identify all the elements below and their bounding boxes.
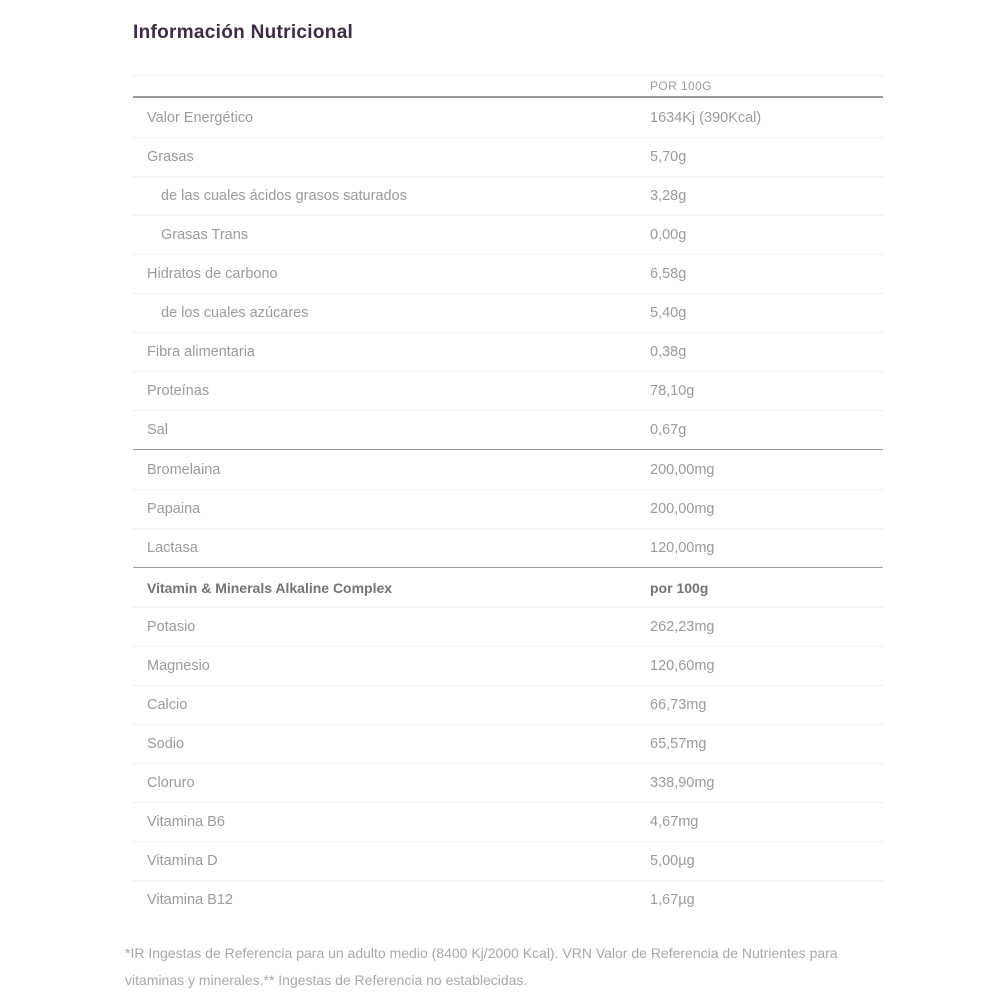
table-row <box>133 254 883 293</box>
row-label: Papaina <box>147 501 201 517</box>
row-label: Calcio <box>147 697 188 713</box>
table-row <box>133 685 883 724</box>
table-row <box>133 528 883 567</box>
table-row <box>133 176 883 215</box>
row-value: 0,38g <box>650 344 687 360</box>
row-label: Valor Energético <box>147 109 254 126</box>
footnote: *IR Ingestas de Referencia para un adulto medio (8400 Kj/2000 Kcal). VRN Valor de Referencia de Nutrientes para vitaminas y minerales.** Ingestas de Referencia no establecidas. <box>125 945 838 988</box>
row-value: 78,10g <box>650 383 695 399</box>
row-value: 200,00mg <box>650 461 715 478</box>
section-header-row <box>133 568 883 607</box>
row-label: de los cuales azúcares <box>161 305 309 321</box>
row-value: 5,40g <box>650 305 687 321</box>
row-value: 200,00mg <box>650 501 715 517</box>
row-value: 5,00µg <box>650 853 695 869</box>
row-label: de las cuales ácidos grasos saturados <box>161 188 407 204</box>
row-label: Vitamina B12 <box>147 892 233 908</box>
row-value: 5,70g <box>650 149 687 165</box>
table-row <box>133 489 883 528</box>
row-label: Sal <box>147 422 168 438</box>
table-row <box>133 802 883 841</box>
row-label: Grasas <box>147 149 194 165</box>
page-title: Información Nutricional <box>133 22 354 43</box>
row-value: 120,00mg <box>650 540 715 556</box>
section-header-label: Vitamin & Minerals Alkaline Complex <box>147 579 393 596</box>
column-header-per-100g: POR 100G <box>650 79 712 93</box>
table-row <box>133 293 883 332</box>
row-label: Bromelaina <box>147 461 221 478</box>
row-value: 6,58g <box>650 266 687 282</box>
table-row <box>133 410 883 449</box>
row-label: Cloruro <box>147 775 195 791</box>
row-label: Lactasa <box>147 540 198 556</box>
row-value: 4,67mg <box>650 814 699 830</box>
table-row <box>133 646 883 685</box>
table-row <box>133 215 883 254</box>
row-value: 1,67µg <box>650 892 695 908</box>
table-row <box>133 763 883 802</box>
table-section <box>133 98 883 449</box>
row-label: Hidratos de carbono <box>147 266 278 282</box>
row-value: 65,57mg <box>650 736 707 752</box>
table-body <box>133 98 883 919</box>
row-label: Magnesio <box>147 658 210 674</box>
table-row <box>133 450 883 489</box>
row-value: 0,67g <box>650 422 687 438</box>
table-row <box>133 841 883 880</box>
row-value: 120,60mg <box>650 658 715 674</box>
row-label: Vitamina D <box>147 853 218 869</box>
row-value: 262,23mg <box>650 619 715 635</box>
table-row <box>133 607 883 646</box>
table-section <box>133 449 883 567</box>
table-row <box>133 724 883 763</box>
row-value: 3,28g <box>650 188 687 204</box>
row-label: Vitamina B6 <box>147 814 225 830</box>
row-label: Potasio <box>147 619 196 635</box>
row-label: Sodio <box>147 736 185 752</box>
row-label: Grasas Trans <box>161 227 249 243</box>
row-label: Fibra alimentaria <box>147 344 255 360</box>
nutrition-panel <box>125 0 887 994</box>
table-row <box>133 332 883 371</box>
row-value: 66,73mg <box>650 697 707 713</box>
row-value: 1634Kj (390Kcal) <box>650 109 762 126</box>
row-value: 338,90mg <box>650 775 715 791</box>
table-row <box>133 371 883 410</box>
section-header-value: por 100g <box>650 579 709 596</box>
table-row <box>133 880 883 919</box>
table-row <box>133 98 883 137</box>
table-section <box>133 567 883 919</box>
table-row <box>133 137 883 176</box>
row-value: 0,00g <box>650 227 687 243</box>
nutrition-table <box>133 75 883 919</box>
row-label: Proteínas <box>147 383 210 399</box>
table-header-row <box>133 75 883 98</box>
